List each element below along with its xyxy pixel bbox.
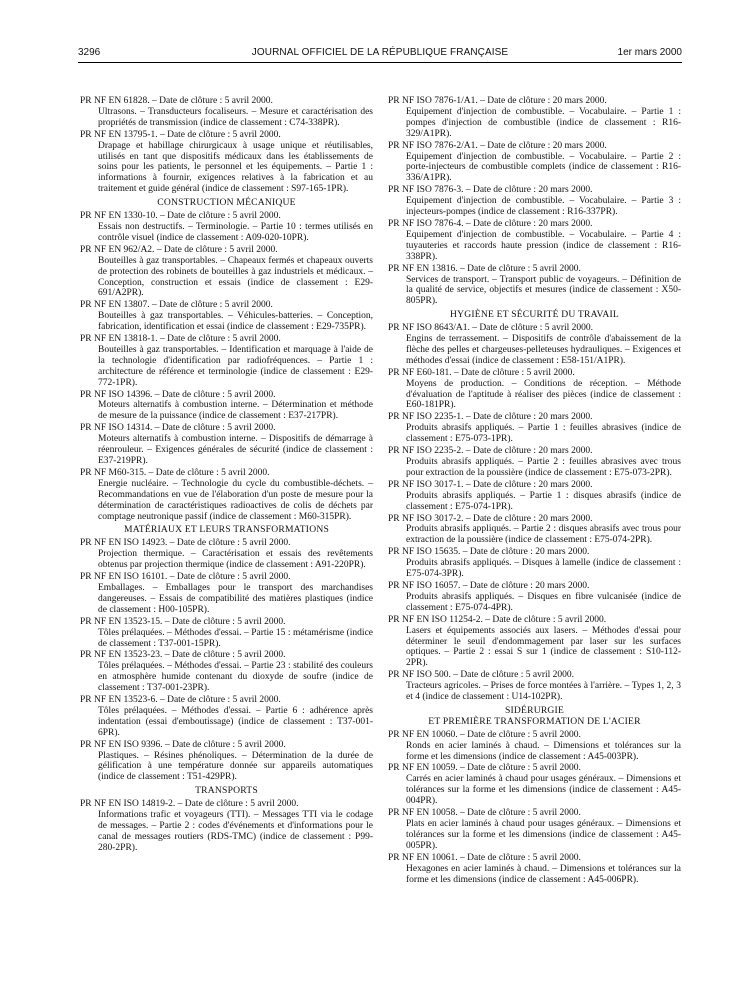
standard-entry [388, 514, 681, 547]
standard-reference: PR NF EN 13807. – Date de clôture : 5 avril 2000. [80, 300, 273, 311]
standard-reference: PR NF EN 10058. – Date de clôture : 5 avril 2000. [388, 808, 581, 819]
standard-reference: PR NF EN 962/A2. – Date de clôture : 5 avril 2000. [80, 244, 278, 255]
page-header [78, 47, 682, 61]
standard-description: Hexagones en acier laminés à chaud. – Dimensions et tolérances sur la forme et les dimensions (indice de classement : A45-006PR). [406, 863, 681, 885]
standard-description: Moteurs alternatifs à combustion interne. – Détermination et méthode de mesure de la puissance (indice de classement : E37-217PR). [98, 400, 373, 422]
standard-entry [80, 468, 373, 523]
standard-description: Equipement d'injection de combustible. – Vocabulaire. – Partie 2 : porte-injecteurs de combustible complets (indice de classement : R16-336/A1PR). [406, 151, 681, 184]
standard-entry [388, 96, 681, 140]
standard-entry [388, 670, 681, 703]
standard-reference: PR NF EN 1330-10. – Date de clôture : 5 avril 2000. [80, 211, 281, 222]
section-heading-line: SIDÉRURGIE [504, 704, 565, 716]
standard-description: Produits abrasifs appliqués. – Partie 1 : disques abrasifs (indice de classement : E75-074-1PR). [406, 490, 681, 512]
standard-description: Bouteilles à gaz transportables. – Chapeaux fermés et chapeaux ouverts de protection des robinets de bouteilles à gaz industriels et médicaux. – Conception, construction et essais (indice de classement : E29-691/A2PR). [98, 255, 373, 299]
standard-entry [388, 368, 681, 412]
standard-entry [388, 480, 681, 513]
standard-description: Engins de terrassement. – Dispositifs de contrôle d'abaissement de la flèche des pelles et chargeuses-pelleteuses hydrauliques. – Exigences et méthodes d'essai (indice de classement : E58-151/A1PR). [406, 334, 681, 366]
standard-entry [80, 423, 373, 467]
standard-description: Energie nucléaire. – Technologie du cycle du combustible-déchets. – Recommandations en vue de l'élaboration d'un poste de mesure pour la détermination de caractéristiques radioactives de colis de déchets par comptage neutronique passif (indice de classement : M60-315PR). [98, 478, 373, 522]
right-column [388, 96, 681, 886]
standard-description: Lasers et équipements associés aux lasers. – Méthodes d'essai pour déterminer le seuil d'endommagement par laser sur les surfaces optiques. – Partie 2 : essai S sur 1 (indice de classement : S10-112-2PR). [406, 625, 681, 669]
issue-date: 1er mars 2000 [617, 47, 682, 58]
standard-entry [388, 323, 681, 367]
standard-description: Produits abrasifs appliqués. – Disques à lamelle (indice de classement : E75-074-3PR). [406, 558, 681, 580]
standard-entry [80, 130, 373, 195]
section-heading-line: ET PREMIÈRE TRANSFORMATION DE L'ACIER [428, 715, 641, 727]
standard-reference: PR NF EN ISO 16101. – Date de clôture : 5 avril 2000. [80, 572, 291, 583]
standard-reference: PR NF ISO 7876-2/A1. – Date de clôture : 20 mars 2000. [388, 140, 607, 151]
standard-reference: PR NF ISO 7876-1/A1. – Date de clôture : 20 mars 2000. [388, 96, 607, 106]
header-rule [78, 62, 682, 63]
standard-reference: PR NF EN 13816. – Date de clôture : 5 avril 2000. [388, 263, 581, 274]
standard-description: Bouteilles à gaz transportables. – Véhicules-batteries. – Conception, fabrication, identification et essai (indice de classement : E29-735PR). [98, 311, 373, 333]
journal-title: JOURNAL OFFICIEL DE LA RÉPUBLIQUE FRANÇAISE [251, 47, 509, 58]
standard-description: Essais non destructifs. – Terminologie. – Partie 10 : termes utilisés en contrôle visuel (indice de classement : A09-020-10PR). [98, 221, 373, 243]
standard-description: Produits abrasifs appliqués. – Partie 2 : disques abrasifs avec trous pour extraction de la poussière (indice de classement : E75-074-2PR). [406, 524, 681, 546]
standard-entry [80, 799, 373, 854]
standard-entry [388, 141, 681, 185]
standard-entry [80, 334, 373, 389]
standard-description: Tôles prélaquées. – Méthodes d'essai. – Partie 6 : adhérence après indentation (essai d'emboutissage) (indice de classement : T37-001-6PR). [98, 705, 373, 738]
standard-reference: PR NF ISO 500. – Date de clôture : 5 avril 2000. [388, 670, 575, 681]
standard-reference: PR NF EN 10059. – Date de clôture : 5 avril 2000. [388, 763, 581, 774]
standard-entry [388, 853, 681, 886]
standard-description: Moteurs alternatifs à combustion interne. – Dispositifs de démarrage à réenrouleur. – Exigences générales de sécurité (indice de classement : E37-219PR). [98, 434, 373, 466]
section-heading-line: HYGIÈNE ET SÉCURITÉ DU TRAVAIL [450, 309, 619, 321]
standard-entry [80, 617, 373, 650]
left-column [80, 96, 373, 855]
standard-entry [80, 650, 373, 694]
standard-reference: PR NF ISO 2235-1. – Date de clôture : 20 mars 2000. [388, 412, 593, 423]
standard-reference: PR NF EN 13523-15. – Date de clôture : 5 avril 2000. [80, 616, 286, 627]
standard-description: Services de transport. – Transport public de voyageurs. – Définition de la qualité de service, objectifs et mesures (indice de classement : X50-805PR). [406, 274, 681, 307]
standard-reference: PR NF ISO 8643/A1. – Date de clôture : 5 avril 2000. [388, 323, 594, 334]
standard-reference: PR NF ISO 16057. – Date de clôture : 20 mars 2000. [388, 580, 590, 591]
standard-reference: PR NF EN 13795-1. – Date de clôture : 5 avril 2000. [80, 129, 281, 140]
standard-entry [388, 219, 681, 263]
standard-reference: PR NF EN ISO 14819-2. – Date de clôture : 5 avril 2000. [80, 799, 299, 810]
standard-reference: PR NF ISO 15635. – Date de clôture : 20 mars 2000. [388, 547, 590, 558]
standard-entry [388, 808, 681, 852]
standard-description: Equipement d'injection de combustible. – Vocabulaire. – Partie 4 : tuyauteries et raccords haute pression (indice de classement : R16-338PR). [406, 229, 681, 262]
standard-entry [80, 245, 373, 300]
standard-reference: PR NF ISO 3017-2. – Date de clôture : 20 mars 2000. [388, 513, 593, 524]
standard-reference: PR NF EN ISO 11254-2. – Date de clôture : 5 avril 2000. [388, 614, 607, 625]
standard-description: Equipement d'injection de combustible. – Vocabulaire. – Partie 1 : pompes d'injection de combustible (indice de classement : R16-329/A1PR). [406, 106, 681, 139]
standard-description: Moyens de production. – Conditions de réception. – Méthode d'évaluation de l'aptitude à réaliser des pièces (indice de classement : E60-181PR). [406, 378, 681, 411]
standard-reference: PR NF ISO 7876-4. – Date de clôture : 20 mars 2000. [388, 218, 593, 229]
standard-reference: PR NF ISO 3017-1. – Date de clôture : 20 mars 2000. [388, 479, 593, 490]
standard-reference: PR NF E60-181. – Date de clôture : 5 avril 2000. [388, 367, 575, 378]
standard-description: Ronds en acier laminés à chaud. – Dimensions et tolérances sur la forme et les dimensions (indice de classement : A45-003PR). [406, 740, 681, 762]
page-number: 3296 [78, 47, 101, 58]
standard-entry [388, 446, 681, 479]
standard-entry [388, 264, 681, 308]
standard-reference: PR NF ISO 2235-2. – Date de clôture : 20 mars 2000. [388, 446, 593, 457]
standard-entry [80, 211, 373, 244]
standard-reference: PR NF M60-315. – Date de clôture : 5 avril 2000. [80, 467, 270, 478]
standard-reference: PR NF ISO 7876-3. – Date de clôture : 20 mars 2000. [388, 185, 593, 196]
standard-reference: PR NF EN 10061. – Date de clôture : 5 avril 2000. [388, 852, 581, 863]
standard-description: Carrés en acier laminés à chaud pour usages généraux. – Dimensions et tolérances sur la forme et les dimensions (indice de classement : A45-004PR). [406, 774, 681, 807]
section-heading-line: CONSTRUCTION MÉCANIQUE [157, 197, 296, 209]
standard-description: Ultrasons. – Transducteurs focaliseurs. – Mesure et caractérisation des propriétés de transmission (indice de classement : C74-338PR). [98, 106, 373, 128]
standard-description: Plats en acier laminés à chaud pour usages généraux. – Dimensions et tolérances sur la forme et les dimensions (indice de classement : A45-005PR). [406, 819, 681, 851]
section-heading [80, 525, 373, 536]
section-heading [80, 198, 373, 209]
standard-description: Produits abrasifs appliqués. – Partie 1 : feuilles abrasives (indice de classement : E75-073-1PR). [406, 423, 681, 445]
standard-description: Produits abrasifs appliqués. – Partie 2 : feuilles abrasives avec trous pour extraction de la poussière (indice de classement : E75-073-2PR). [406, 457, 681, 478]
standard-entry [80, 96, 373, 129]
standard-entry [388, 730, 681, 763]
standard-reference: PR NF EN 61828. – Date de clôture : 5 avril 2000. [80, 96, 273, 106]
standard-reference: PR NF EN 13523-6. – Date de clôture : 5 avril 2000. [80, 695, 281, 706]
standard-entry [80, 538, 373, 571]
standard-entry [80, 740, 373, 784]
standard-entry [80, 300, 373, 333]
section-heading [80, 786, 373, 797]
section-heading [388, 706, 681, 728]
standard-reference: PR NF EN ISO 9396. – Date de clôture : 5 avril 2000. [80, 739, 286, 750]
standard-entry [80, 572, 373, 616]
standard-description: Informations trafic et voyageurs (TTI). – Messages TTI via le codage de messages. – Partie 2 : codes d'événements et d'informations pour le canal de messages routiers (RDS-TMC) (indice de classement : P99-280-2PR). [98, 810, 373, 853]
standard-description: Equipement d'injection de combustible. – Vocabulaire. – Partie 3 : injecteurs-pompes (indice de classement : R16-337PR). [406, 196, 681, 218]
standard-description: Bouteilles à gaz transportables. – Identification et marquage à l'aide de la technologie d'identification par radiofréquences. – Partie 1 : architecture de référence et terminologie (indice de classement : E29-772-1PR). [98, 344, 373, 388]
standard-description: Projection thermique. – Caractérisation et essais des revêtements obtenus par projection thermique (indice de classement : A91-220PR). [98, 549, 373, 571]
standard-entry [388, 615, 681, 670]
standard-description: Drapage et habillage chirurgicaux à usage unique et réutilisables, utilisés en tant que dispositifs médicaux dans les établissements de soins pour les patients, le personnel et les équipements. – Partie 1 : informations à fournir, exigences relatives à la fabrication et au traitement et guide général (indice de classement : S97-165-1PR). [98, 140, 373, 195]
standard-entry [80, 390, 373, 423]
standard-description: Emballages. – Emballages pour le transport des marchandises dangereuses. – Essais de compatibilité des matières plastiques (indice de classement : H00-105PR). [98, 582, 373, 615]
standard-reference: PR NF ISO 14314. – Date de clôture : 5 avril 2000. [80, 423, 276, 434]
standard-description: Produits abrasifs appliqués. – Disques en fibre vulcanisée (indice de classement : E75-074-4PR). [406, 591, 681, 613]
standard-reference: PR NF EN 10060. – Date de clôture : 5 avril 2000. [388, 729, 581, 740]
standard-reference: PR NF EN 13523-23. – Date de clôture : 5 avril 2000. [80, 650, 286, 661]
standard-description: Tôles prélaquées. – Méthodes d'essai. – Partie 23 : stabilité des couleurs en atmosphère humide contenant du dioxyde de soufre (indice de classement : T37-001-23PR). [98, 661, 373, 694]
standard-entry [80, 695, 373, 739]
standard-entry [388, 763, 681, 807]
standard-entry [388, 185, 681, 218]
standard-description: Tôles prélaquées. – Méthodes d'essai. – Partie 15 : métamérisme (indice de classement : T37-001-15PR). [98, 627, 373, 649]
section-heading-line: MATÉRIAUX ET LEURS TRANSFORMATIONS [123, 524, 329, 536]
standard-entry [388, 581, 681, 614]
standard-description: Plastiques. – Résines phénoliques. – Détermination de la durée de gélification à une température donnée sur appareils automatiques (indice de classement : T51-429PR). [98, 750, 373, 783]
standard-description: Tracteurs agricoles. – Prises de force montées à l'arrière. – Types 1, 2, 3 et 4 (indice de classement : U14-102PR). [406, 681, 681, 703]
standard-entry [388, 412, 681, 445]
standard-reference: PR NF EN 13818-1. – Date de clôture : 5 avril 2000. [80, 334, 281, 345]
standard-entry [388, 547, 681, 580]
section-heading-line: TRANSPORTS [195, 785, 258, 797]
section-heading [388, 310, 681, 321]
standard-reference: PR NF ISO 14396. – Date de clôture : 5 avril 2000. [80, 389, 276, 400]
standard-reference: PR NF EN ISO 14923. – Date de clôture : 5 avril 2000. [80, 538, 291, 549]
